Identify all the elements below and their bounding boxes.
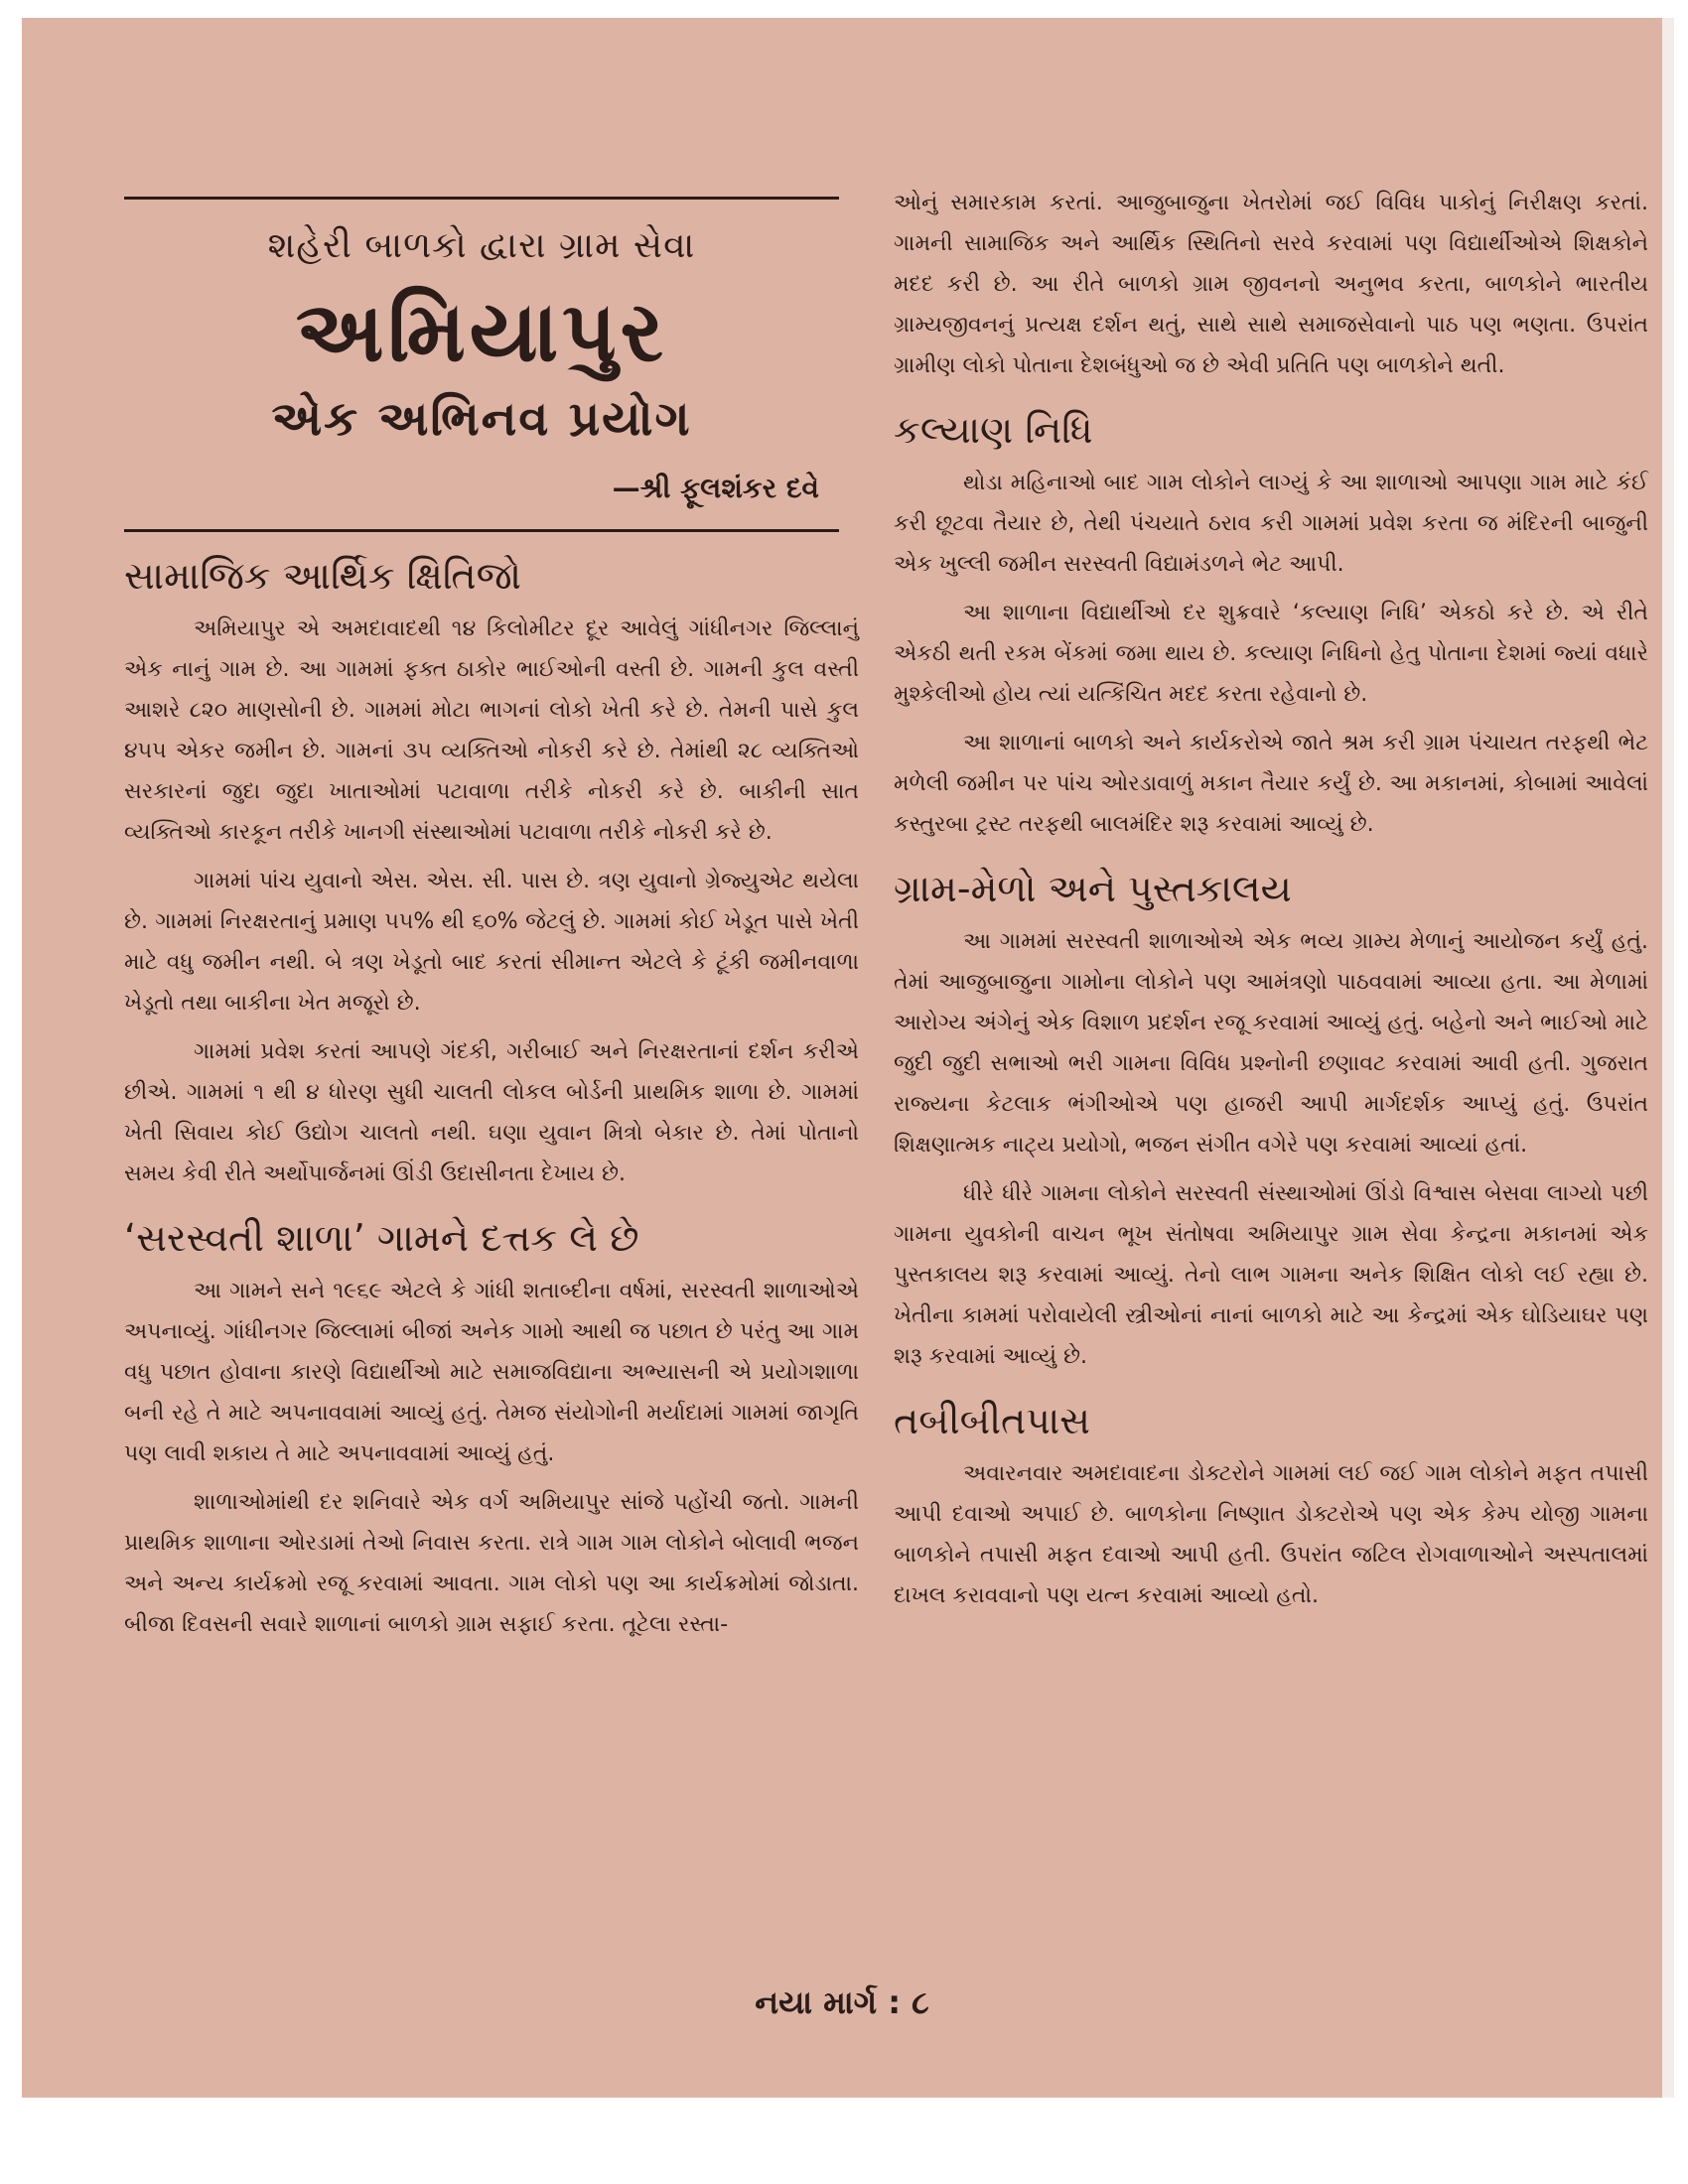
article-byline: —શ્રી ફૂલશંકર દવે (612, 472, 819, 504)
page-edge (1662, 18, 1674, 2098)
paragraph: શાળાઓમાંથી દર શનિવારે એક વર્ગ અમિયાપુર સાંજે પહોંચી જતો. ગામની પ્રાથમિક શાળાના ઓરડામાં તેઓ નિવાસ કરતા. રાત્રે ગામ ગામ લોકોને બોલાવી ભજન અને અન્ય કાર્યક્રમો રજૂ કરવામાં આવતા. ગામ લોકો પણ આ કાર્યક્રમોમાં જોડાતા. બીજા દિવસની સવારે શાળાનાં બાળકો ગ્રામ સફાઈ કરતા. તૂટેલા રસ્તા- (124, 1490, 859, 1637)
paragraph: ગામમાં પાંચ યુવાનો એસ. એસ. સી. પાસ છે. ત્રણ યુવાનો ગ્રેજ્યુએટ થયેલા છે. ગામમાં નિરક્ષરતાનું પ્રમાણ ૫૫% થી ૬૦% જેટલું છે. ગામમાં કોઈ ખેડૂત પાસે ખેતી માટે વધુ જમીન નથી. બે ત્રણ ખેડૂતો બાદ કરતાં સીમાન્ત એટલે કે ટૂંકી જમીનવાળા ખેડૂતો તથા બાકીના ખેત મજૂરો છે. (124, 869, 859, 1016)
top-rule (124, 197, 839, 200)
paragraph: ગામમાં પ્રવેશ કરતાં આપણે ગંદકી, ગરીબાઈ અને નિરક્ષરતાનાં દર્શન કરીએ છીએ. ગામમાં ૧ થી ૪ ધોરણ સુધી ચાલતી લોકલ બોર્ડની પ્રાથમિક શાળા છે. ગામમાં ખેતી સિવાય કોઈ ઉદ્યોગ ચાલતો નથી. ઘણા યુવાન મિત્રો બેકાર છે. તેમાં પોતાનો સમય કેવી રીતે અર્થોપાર્જનમાં ઊંડી ઉદાસીનતા દેખાય છે. (124, 1039, 859, 1186)
magazine-page (22, 18, 1662, 2098)
page-footer: નયા માર્ગ : ૮ (755, 1983, 929, 2021)
paragraph: ઓનું સમારકામ કરતાં. આજુબાજુના ખેતરોમાં જઈ વિવિધ પાકોનું નિરીક્ષણ કરતાં. ગામની સામાજિક અને આર્થિક સ્થિતિનો સરવે કરવામાં પણ વિદ્યાર્થીઓએ શિક્ષકોને મદદ કરી છે. આ રીતે બાળકો ગ્રામ જીવનનો અનુભવ કરતા, બાળકોને ભારતીય ગ્રામ્યજીવનનું પ્રત્યક્ષ દર્શન થતું, સાથે સાથે સમાજસેવાનો પાઠ પણ ભણતા. ઉપરાંત ગ્રામીણ લોકો પોતાના દેશબંધુઓ જ છે એવી પ્રતિતિ પણ બાળકોને થતી. (894, 191, 1648, 378)
header-bottom-rule (124, 529, 839, 532)
section-heading: ગ્રામ-મેળો અને પુસ્તકાલય (894, 867, 1292, 910)
paragraph: અવારનવાર અમદાવાદના ડોક્ટરોને ગામમાં લઈ જઈ ગામ લોકોને મફત તપાસી આપી દવાઓ અપાઈ છે. બાળકોના નિષ્ણાત ડોક્ટરોએ પણ એક કેમ્પ યોજી ગામના બાળકોને તપાસી મફત દવાઓ આપી હતી. ઉપરાંત જટિલ રોગવાળાઓને અસ્પતાલમાં દાખલ કરાવવાનો પણ યત્ન કરવામાં આવ્યો હતો. (894, 1461, 1648, 1608)
paragraph: આ ગામને સને ૧૯૬૯ એટલે કે ગાંધી શતાબ્દીના વર્ષમાં, સરસ્વતી શાળાઓએ અપનાવ્યું. ગાંધીનગર જિલ્લામાં બીજાં અનેક ગામો આથી જ પછાત છે પરંતુ આ ગામ વધુ પછાત હોવાના કારણે વિદ્યાર્થીઓ માટે સમાજવિદ્યાના અભ્યાસની એ પ્રયોગશાળા બની રહે તે માટે અપનાવવામાં આવ્યું હતું. તેમજ સંયોગોની મર્યાદામાં ગામમાં જાગૃતિ પણ લાવી શકાય તે માટે અપનાવવામાં આવ્યું હતું. (124, 1279, 859, 1466)
article-title: અમિયાપુર (295, 283, 668, 380)
section-heading: સામાજિક આર્થિક ક્ષિતિજો (124, 554, 522, 598)
paragraph: આ શાળાના વિદ્યાર્થીઓ દર શુક્રવારે ‘કલ્યાણ નિધિ’ એકઠો કરે છે. એ રીતે એકઠી થતી રકમ બેંકમાં જમા થાય છે. કલ્યાણ નિધિનો હેતુ પોતાના દેશમાં જ્યાં વધારે મુશ્કેલીઓ હોય ત્યાં યત્કિંચિત મદદ કરતા રહેવાનો છે. (894, 601, 1648, 707)
paragraph: ધીરે ધીરે ગામના લોકોને સરસ્વતી સંસ્થાઓમાં ઊંડો વિશ્વાસ બેસવા લાગ્યો પછી ગામના યુવકોની વાચન ભૂખ સંતોષવા અમિયાપુર ગ્રામ સેવા કેન્દ્રના મકાનમાં એક પુસ્તકાલય શરૂ કરવામાં આવ્યું. તેનો લાભ ગામના અનેક શિક્ષિત લોકો લઈ રહ્યા છે. ખેતીના કામમાં પરોવાયેલી સ્ત્રીઓનાં નાનાં બાળકો માટે આ કેન્દ્રમાં એક ઘોડિયાઘર પણ શરૂ કરવામાં આવ્યું છે. (894, 1181, 1648, 1369)
section-heading: કલ્યાણ નિધિ (894, 408, 1093, 452)
paragraph: થોડા મહિનાઓ બાદ ગામ લોકોને લાગ્યું કે આ શાળાઓ આપણા ગામ માટે કંઈ કરી છૂટવા તૈયાર છે, તેથી પંચયાતે ઠરાવ કરી ગામમાં પ્રવેશ કરતા જ મંદિરની બાજુની એક ખુલ્લી જમીન સરસ્વતી વિદ્યામંડળને ભેટ આપી. (894, 471, 1648, 577)
left-column (124, 177, 859, 1653)
right-column (894, 183, 1648, 1624)
article-kicker: શહેરી બાળકો દ્વારા ગ્રામ સેવા (267, 225, 696, 266)
paragraph: આ ગામમાં સરસ્વતી શાળાઓએ એક ભવ્ય ગ્રામ્ય મેળાનું આયોજન કર્યું હતું. તેમાં આજુબાજુના ગામોના લોકોને પણ આમંત્રણો પાઠવવામાં આવ્યા હતા. આ મેળામાં આરોગ્ય અંગેનું એક વિશાળ પ્રદર્શન રજૂ કરવામાં આવ્યું હતું. બહેનો અને ભાઈઓ માટે જુદી જુદી સભાઓ ભરી ગામના વિવિધ પ્રશ્નોની છણાવટ કરવામાં આવી હતી. ગુજરાત રાજ્યના કેટલાક ભંગીઓએ પણ હાજરી આપી માર્ગદર્શક આપ્યું હતું. ઉપરાંત શિક્ષણાત્મક નાટ્ય પ્રયોગો, ભજન સંગીત વગેરે પણ કરવામાં આવ્યાં હતાં. (894, 929, 1648, 1158)
paragraph: અમિયાપુર એ અમદાવાદથી ૧૪ કિલોમીટર દૂર આવેલું ગાંધીનગર જિલ્લાનું એક નાનું ગામ છે. આ ગામમાં ફક્ત ઠાકોર ભાઈઓની વસ્તી છે. ગામની કુલ વસ્તી આશરે ૮૨૦ માણસોની છે. ગામમાં મોટા ભાગનાં લોકો ખેતી કરે છે. તેમની પાસે કુલ ૪૫૫ એકર જમીન છે. ગામનાં ૩૫ વ્યક્તિઓ નોકરી કરે છે. તેમાંથી ૨૮ વ્યક્તિઓ સરકારનાં જુદા જુદા ખાતાઓમાં પટાવાળા તરીકે નોકરી કરે છે. બાકીની સાત વ્યક્તિઓ કારકૂન તરીકે ખાનગી સંસ્થાઓમાં પટાવાળા તરીકે નોકરી કરે છે. (124, 616, 859, 845)
section-heading: ‘સરસ્વતી શાળા’ ગામને દત્તક લે છે (124, 1216, 639, 1260)
article-subtitle: એક અભિનવ પ્રયોગ (271, 391, 692, 447)
section-heading: તબીબીતપાસ (894, 1399, 1090, 1442)
paragraph: આ શાળાનાં બાળકો અને કાર્યકરોએ જાતે શ્રમ કરી ગ્રામ પંચાયત તરફથી ભેટ મળેલી જમીન પર પાંચ ઓરડાવાળું મકાન તૈયાર કર્યું છે. આ મકાનમાં, કોબામાં આવેલાં કસ્તુરબા ટ્રસ્ટ તરફથી બાલમંદિર શરૂ કરવામાં આવ્યું છે. (894, 731, 1648, 837)
